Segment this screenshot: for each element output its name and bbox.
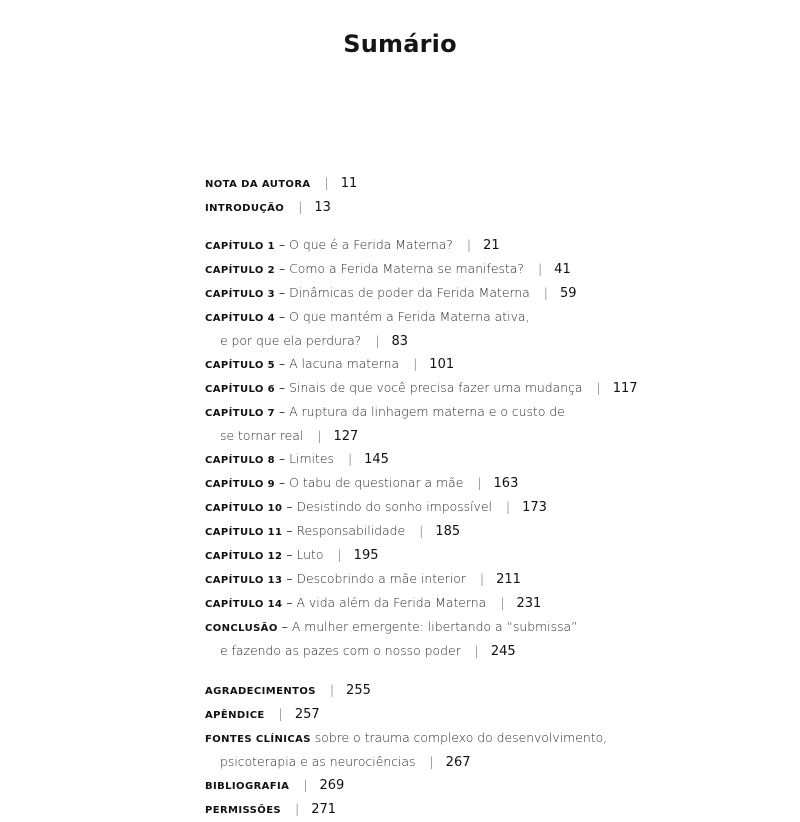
entry-page-number: 13 (314, 200, 331, 215)
toc-entry[interactable] (205, 401, 625, 448)
toc-entry[interactable] (205, 520, 625, 544)
table-of-contents (205, 172, 638, 822)
toc-entry[interactable] (205, 798, 625, 822)
entry-title-continuation (205, 330, 625, 353)
entry-page-number: 83 (391, 334, 408, 349)
entry-separator: | (375, 333, 380, 348)
entry-separator: | (337, 547, 342, 562)
entry-page-number: 11 (340, 176, 358, 191)
toc-entry[interactable] (205, 172, 625, 196)
entry-label: CAPÍTULO 10 (205, 503, 283, 514)
entry-separator: | (295, 801, 300, 816)
entry-label: NOTA DA AUTORA (205, 179, 311, 190)
entry-dash: – (278, 404, 286, 419)
entry-label: CAPÍTULO 11 (205, 527, 283, 538)
entry-separator: | (477, 475, 482, 490)
entry-separator: | (303, 777, 308, 792)
entry-separator: | (479, 571, 485, 586)
entry-dash: – (286, 547, 293, 562)
entry-page-number: 257 (294, 707, 320, 722)
entry-separator: | (596, 380, 601, 395)
entry-title-line2: e fazendo as pazes com o nosso poder (220, 643, 461, 658)
toc-entry[interactable] (205, 544, 625, 568)
entry-separator: | (537, 261, 543, 276)
entry-title: O que é a Ferida Materna? (289, 237, 453, 252)
entry-page-number: 173 (522, 500, 547, 515)
toc-entry[interactable] (205, 774, 625, 798)
entry-title-line2: psicoterapia e as neurociências (220, 754, 416, 769)
entry-dash: – (278, 237, 286, 252)
entry-label: CONCLUSÃO (205, 623, 278, 634)
entry-page-number: 163 (493, 476, 519, 491)
page-title: Sumário (343, 30, 457, 58)
toc-entry[interactable] (205, 472, 625, 496)
entry-title: Sinais de que você precisa fazer uma mudança (289, 380, 583, 395)
entry-title: A mulher emergente: libertando a “submissa” (291, 619, 578, 634)
toc-entry[interactable] (205, 679, 625, 703)
entry-page-number: 101 (429, 357, 455, 372)
toc-entry[interactable] (205, 234, 625, 258)
entry-page-number: 59 (559, 286, 577, 301)
entry-page-number: 267 (445, 755, 471, 770)
toc-entry[interactable] (205, 258, 625, 282)
entry-title-continuation (205, 425, 625, 448)
entry-label: AGRADECIMENTOS (205, 686, 316, 697)
entry-page-number: 271 (311, 802, 337, 817)
entry-page-number: 117 (612, 381, 638, 396)
entry-separator: | (413, 356, 418, 371)
toc-entry[interactable] (205, 703, 625, 727)
entry-page-number: 245 (490, 644, 516, 659)
entry-page-number: 21 (483, 238, 500, 253)
entry-page-number: 41 (554, 262, 571, 277)
entry-label: PERMISSÕES (205, 805, 282, 816)
entry-label: CAPÍTULO 5 (205, 360, 276, 371)
entry-separator: | (543, 285, 548, 300)
entry-separator: | (329, 682, 335, 697)
toc-entry[interactable] (205, 496, 625, 520)
entry-label: CAPÍTULO 1 (205, 241, 276, 252)
toc-entry[interactable] (205, 196, 625, 220)
entry-dash: – (278, 285, 286, 300)
section-gap (205, 663, 625, 679)
entry-title: Desistindo do sonho impossível (296, 499, 492, 514)
toc-entry[interactable] (205, 306, 625, 353)
toc-entry[interactable] (205, 727, 625, 774)
entry-title: Luto (296, 547, 324, 562)
toc-entry[interactable] (205, 616, 625, 663)
entry-separator: | (466, 237, 472, 252)
section-gap (205, 220, 625, 234)
entry-separator: | (317, 428, 322, 443)
toc-entry[interactable] (205, 353, 625, 377)
entry-page-number: 255 (346, 683, 371, 698)
entry-dash: – (281, 619, 288, 634)
entry-separator: | (347, 451, 353, 466)
entry-page-number: 185 (435, 524, 461, 539)
entry-separator: | (500, 595, 505, 610)
toc-entry[interactable] (205, 448, 625, 472)
entry-title: Como a Ferida Materna se manifesta? (289, 261, 524, 276)
entry-title: Descobrindo a mãe interior (296, 571, 466, 586)
entry-label: CAPÍTULO 9 (205, 479, 276, 490)
entry-label: CAPÍTULO 14 (205, 599, 283, 610)
entry-title-line2: se tornar real (220, 428, 304, 443)
entry-separator: | (298, 199, 303, 214)
entry-title-line2: e por que ela perdura? (220, 333, 362, 348)
entry-dash: – (278, 380, 286, 395)
entry-separator: | (324, 175, 329, 190)
entry-title: Limites (289, 451, 334, 466)
entry-dash: – (286, 523, 293, 538)
entry-title: A ruptura da linhagem materna e o custo de (289, 404, 565, 419)
entry-page-number: 127 (333, 429, 359, 444)
entry-label: CAPÍTULO 12 (205, 551, 283, 562)
entry-title-continuation (205, 751, 625, 774)
entry-title: O tabu de questionar a mãe (289, 475, 464, 490)
entry-dash: – (286, 595, 293, 610)
toc-entry[interactable] (205, 377, 638, 401)
entry-title: A lacuna materna (289, 356, 400, 371)
entry-dash: – (286, 571, 293, 586)
entry-separator: | (429, 754, 434, 769)
entry-label: CAPÍTULO 3 (205, 289, 276, 300)
entry-title: Responsabilidade (296, 523, 406, 538)
entry-dash: – (278, 451, 286, 466)
entry-label: CAPÍTULO 8 (205, 455, 276, 466)
entry-page-number: 145 (364, 452, 389, 467)
entry-dash: – (278, 475, 286, 490)
entry-separator: | (278, 706, 283, 721)
entry-label: INTRODUÇÃO (205, 203, 285, 214)
toc-entry[interactable] (205, 282, 625, 306)
entry-page-number: 211 (496, 572, 521, 587)
entry-dash: – (286, 499, 293, 514)
entry-dash: – (278, 261, 286, 276)
entry-title: sobre o trauma complexo do desenvolvimento, (314, 730, 608, 745)
entry-label: CAPÍTULO 4 (205, 313, 276, 324)
entry-separator: | (505, 499, 511, 514)
entry-page-number: 231 (516, 596, 542, 611)
entry-label: CAPÍTULO 7 (205, 408, 276, 419)
entry-dash: – (278, 356, 286, 371)
entry-separator: | (474, 643, 479, 658)
toc-entry[interactable] (205, 592, 625, 616)
entry-title: A vida além da Ferida Materna (296, 595, 487, 610)
toc-entry[interactable] (205, 568, 625, 592)
entry-title: Dinâmicas de poder da Ferida Materna (289, 285, 530, 300)
entry-dash: – (278, 309, 286, 324)
entry-separator: | (419, 523, 424, 538)
entry-title-continuation (205, 640, 625, 663)
entry-label: BIBLIOGRAFIA (205, 781, 290, 792)
entry-page-number: 269 (319, 778, 345, 793)
entry-label: CAPÍTULO 6 (205, 384, 276, 395)
entry-page-number: 195 (353, 548, 379, 563)
entry-label: FONTES CLÍNICAS (205, 734, 311, 745)
entry-label: CAPÍTULO 13 (205, 575, 283, 586)
entry-title: O que mantém a Ferida Materna ativa, (289, 309, 530, 324)
entry-label: APÊNDICE (205, 710, 265, 721)
entry-label: CAPÍTULO 2 (205, 265, 276, 276)
